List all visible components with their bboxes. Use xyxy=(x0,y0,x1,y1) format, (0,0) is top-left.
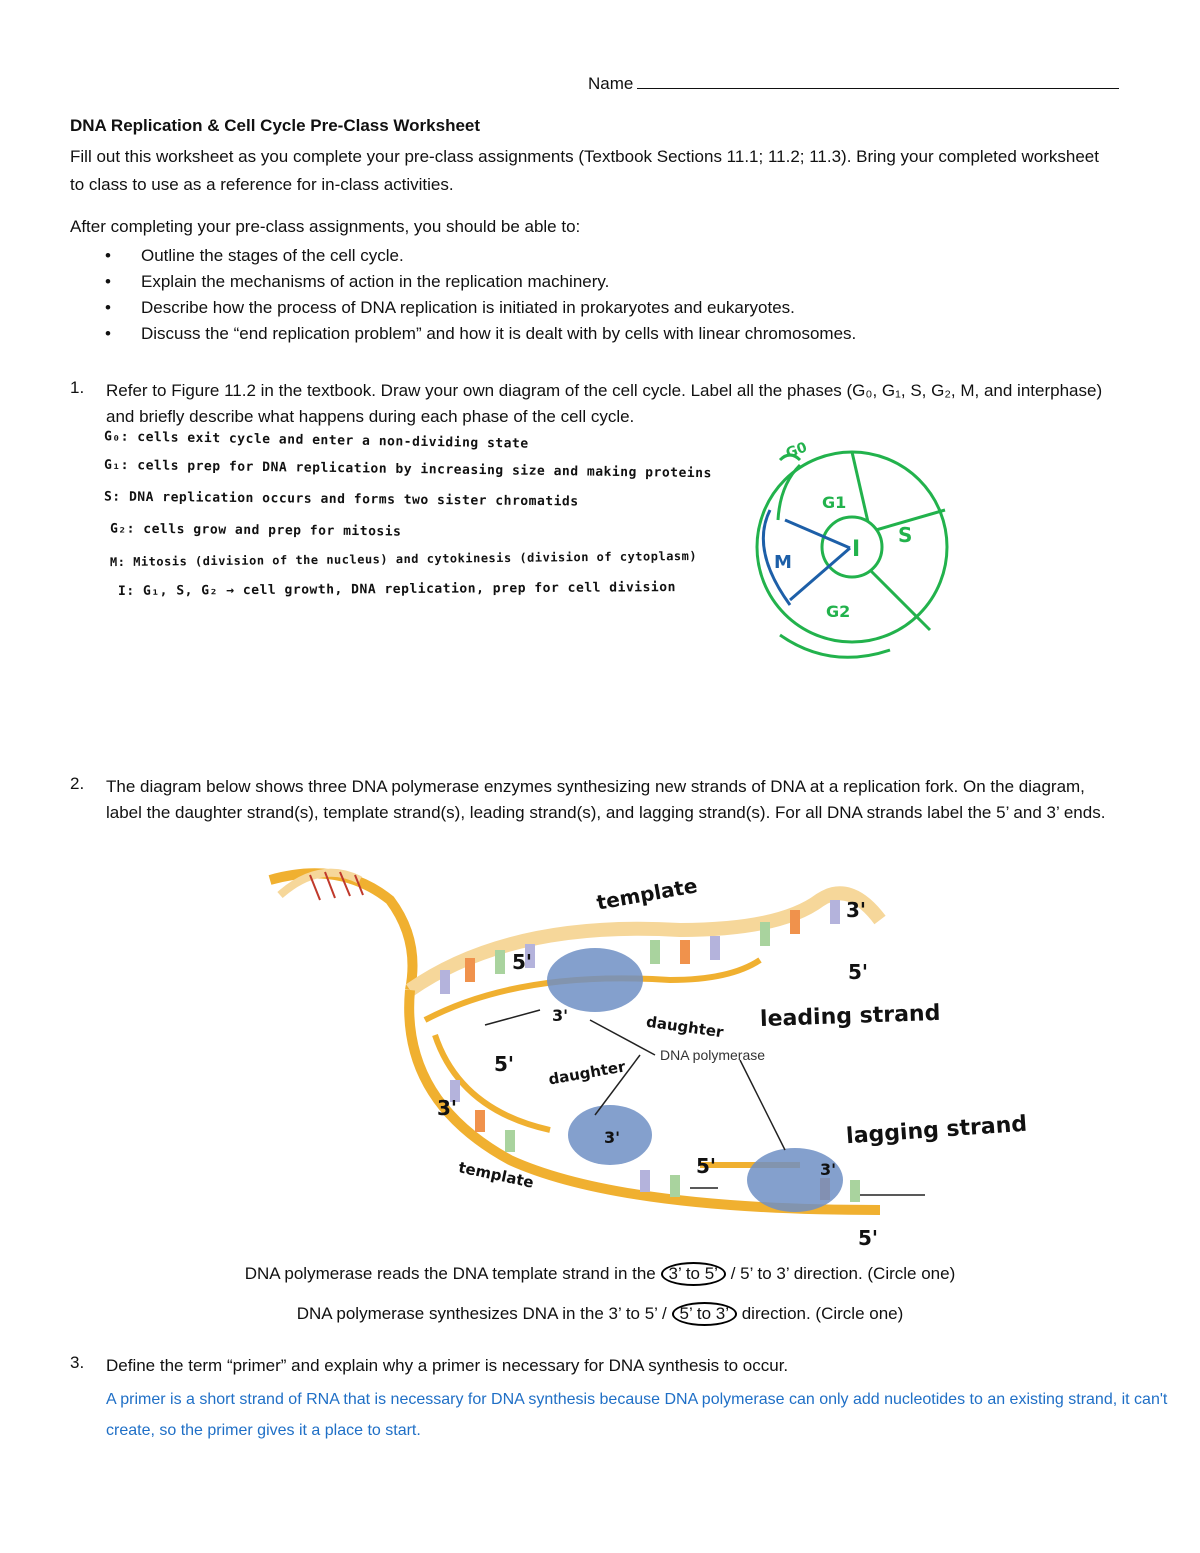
statement-read-direction xyxy=(0,1262,1200,1286)
g0-arrow xyxy=(778,465,800,520)
g1-label: G1 xyxy=(822,493,847,512)
handwritten-line: M: Mitosis (division of the nucleus) and cytokinesis (division of cytoplasm) xyxy=(109,548,698,570)
objective-item: • Describe how the process of DNA replication is initiated in prokaryotes and eukaryotes. xyxy=(141,295,856,321)
label-template-bottom: template xyxy=(456,1158,536,1192)
objective-item: • Outline the stages of the cell cycle. xyxy=(141,243,856,269)
name-underline[interactable] xyxy=(637,74,1119,89)
base xyxy=(790,910,800,934)
dna-polymerase-label: DNA polymerase xyxy=(660,1047,766,1063)
dna-polymerase-1 xyxy=(547,948,643,1012)
question-2-number: 2. xyxy=(70,774,85,793)
base xyxy=(850,1180,860,1202)
base xyxy=(680,940,690,964)
replication-fork-figure xyxy=(260,860,940,1250)
direction-arrow xyxy=(485,1010,540,1025)
label-3-end-enzyme3: 3' xyxy=(820,1160,837,1179)
base xyxy=(505,1130,515,1152)
base xyxy=(495,950,505,974)
base xyxy=(710,936,720,960)
s-label: S xyxy=(898,523,913,547)
objective-item: • Discuss the “end replication problem” and how it is dealt with by cells with linear chromosomes. xyxy=(141,321,856,347)
statement-1-suffix: / 5’ to 3’ direction. (Circle one) xyxy=(730,1264,956,1283)
handwritten-line: G₁: cells prep for DNA replication by increasing size and making proteins xyxy=(103,457,712,482)
i-label: I xyxy=(852,537,861,562)
g2-label: G2 xyxy=(826,602,851,621)
base xyxy=(650,940,660,964)
mitosis-wedge-edge xyxy=(785,520,850,548)
intro-text: Fill out this worksheet as you complete your pre-class assignments (Textbook Sections 11.1; 11.2; 11.3). Bring your completed worksheet to class to use as a reference for in-class activities. xyxy=(70,147,1099,194)
dna-polymerase-3 xyxy=(747,1148,843,1212)
question-1-text: Refer to Figure 11.2 in the textbook. Draw your own diagram of the cell cycle. Label all the phases (G₀, G₁, S, G₂, M, and interphase) and briefly describe what happens during each phase of the cell cycle. xyxy=(106,381,1103,426)
g0-label: G0 xyxy=(783,439,810,462)
label-5-end-bottom: 5' xyxy=(858,1226,879,1250)
worksheet-title: DNA Replication & Cell Cycle Pre-Class Worksheet xyxy=(70,116,481,135)
statement-synthesis-direction xyxy=(0,1302,1200,1326)
base xyxy=(830,900,840,924)
question-3-answer[interactable]: A primer is a short strand of RNA that is necessary for DNA synthesis because DNA polymerase can only add nucleotides to an existing strand, it can't create, so the primer gives it a place to start. xyxy=(106,1391,1168,1439)
label-lagging-strand: lagging strand xyxy=(845,1111,1028,1150)
m-label: M xyxy=(774,552,792,573)
question-2-text: The diagram below shows three DNA polymerase enzymes synthesizing new strands of DNA at a replication fork. On the diagram, label the daughter strand(s), template strand(s), leading strand(s), and lagging strand(s). For all DNA strands label the 5’ and 3’ ends. xyxy=(106,777,1106,822)
handwritten-line: G₂: cells grow and prep for mitosis xyxy=(109,521,402,540)
base xyxy=(760,922,770,946)
statement-1-choice-circled[interactable]: 3’ to 5’ xyxy=(661,1262,726,1286)
label-3-end-enzyme2: 3' xyxy=(604,1128,621,1147)
base xyxy=(670,1175,680,1197)
statement-2-choice-circled[interactable]: 5’ to 3’ xyxy=(672,1302,737,1326)
label-leading-strand: leading strand xyxy=(759,1000,941,1033)
phase-divider xyxy=(870,570,930,630)
label-5-end-lower: 5' xyxy=(696,1154,717,1178)
cell-cycle-diagram xyxy=(740,430,980,662)
objectives-intro: After completing your pre-class assignments, you should be able to: xyxy=(70,217,581,236)
handwritten-line: G₀: cells exit cycle and enter a non-dividing state xyxy=(103,429,529,452)
statement-2-prefix: DNA polymerase synthesizes DNA in the 3’ to 5’ / xyxy=(296,1304,667,1323)
handwritten-line: I: G₁, S, G₂ → cell growth, DNA replication, prep for cell division xyxy=(117,580,676,599)
phase-divider xyxy=(852,452,868,522)
label-5-end-top: 5' xyxy=(512,950,533,974)
label-template-top: template xyxy=(594,873,700,915)
statement-1-prefix: DNA polymerase reads the DNA template strand in the xyxy=(244,1264,656,1283)
question-3-number: 3. xyxy=(70,1353,85,1372)
pointer-line xyxy=(740,1060,785,1150)
handwritten-line: S: DNA replication occurs and forms two sister chromatids xyxy=(103,489,579,510)
base xyxy=(465,958,475,982)
question-1-number: 1. xyxy=(70,378,85,397)
name-field[interactable] xyxy=(588,74,1119,94)
label-3-end-left: 3' xyxy=(437,1096,458,1120)
label-3-end-mid: 3' xyxy=(552,1006,569,1025)
label-5-end-left: 5' xyxy=(494,1052,515,1076)
upper-template-strand xyxy=(410,893,880,990)
label-daughter-mid: daughter xyxy=(645,1012,725,1042)
base xyxy=(475,1110,485,1132)
label-3-end-top-right: 3' xyxy=(846,898,867,922)
base xyxy=(640,1170,650,1192)
statement-2-suffix: direction. (Circle one) xyxy=(741,1304,904,1323)
label-daughter-left: daughter xyxy=(547,1057,627,1089)
name-label: Name xyxy=(588,74,634,93)
label-5-end-right: 5' xyxy=(848,960,869,984)
question-3-text: Define the term “primer” and explain why a primer is necessary for DNA synthesis to occur. xyxy=(106,1356,789,1375)
objective-item: • Explain the mechanisms of action in the replication machinery. xyxy=(141,269,856,295)
base xyxy=(440,970,450,994)
objectives-list xyxy=(105,243,856,347)
